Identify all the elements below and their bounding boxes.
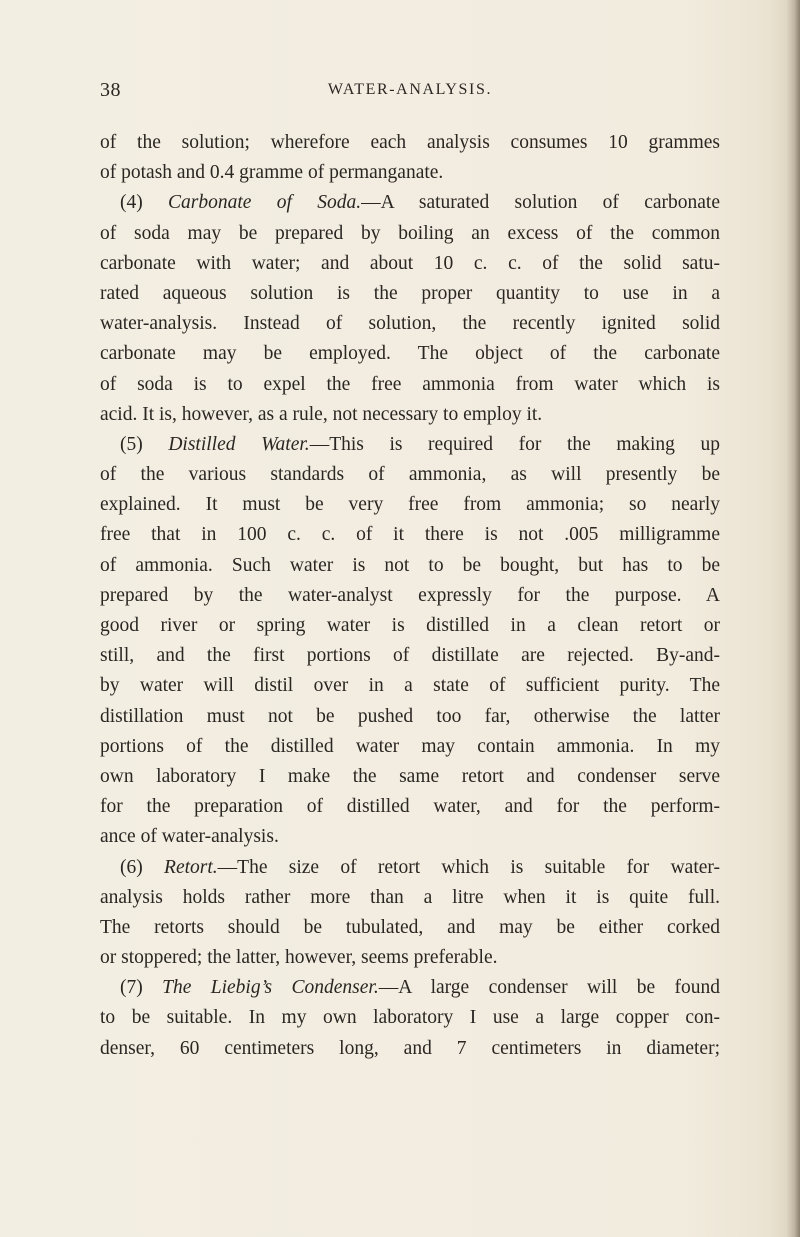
body-text — [100, 128, 720, 1064]
text-line: denser, 60 centimeters long, and 7 centimeters in diameter; — [100, 1037, 720, 1059]
item-heading: Carbonate of Soda. — [168, 192, 362, 214]
text-line: carbonate with water; and about 10 c. c. of the solid satu- — [100, 252, 720, 274]
page-header — [100, 79, 720, 109]
text-line: or stoppered; the latter, however, seems preferable. — [100, 947, 498, 969]
text-line: for the preparation of distilled water, and for the perform- — [100, 796, 720, 818]
text-line: of the various standards of ammonia, as will presently be — [100, 464, 720, 486]
paragraph-start-line — [100, 430, 720, 460]
text-line: still, and the first portions of distillate are rejected. By-and- — [100, 645, 720, 667]
text-line: ance of water-analysis. — [100, 826, 279, 848]
text-line: water-analysis. Instead of solution, the recently ignited solid — [100, 313, 720, 335]
item-number: (4) — [120, 192, 169, 214]
item-number: (6) — [120, 856, 165, 878]
text-line: of ammonia. Such water is not to be bought, but has to be — [100, 554, 720, 576]
item-text: —The size of retort which is suitable for water- — [217, 856, 720, 878]
paragraph-start-line — [100, 973, 720, 1003]
item-text: —A large condenser will be found — [378, 977, 720, 999]
text-line: of the solution; wherefore each analysis consumes 10 grammes — [100, 132, 720, 153]
item-heading: Distilled Water. — [168, 433, 310, 455]
text-line: free that in 100 c. c. of it there is not .005 milligramme — [100, 524, 720, 546]
item-heading: The Liebig’s Condenser. — [162, 977, 379, 999]
text-line: to be suitable. In my own laboratory I use a large copper con- — [100, 1007, 720, 1029]
text-line: rated aqueous solution is the proper quantity to use in a — [100, 282, 720, 304]
text-line: own laboratory I make the same retort and condenser serve — [100, 765, 720, 787]
page-edge-shadow — [786, 0, 800, 1237]
text-line: of soda may be prepared by boiling an excess of the common — [100, 222, 720, 244]
item-text: —A saturated solution of carbonate — [361, 192, 720, 214]
text-line: acid. It is, however, as a rule, not necessary to employ it. — [100, 403, 543, 425]
text-line: good river or spring water is distilled in a clean retort or — [100, 615, 720, 636]
text-line: by water will distil over in a state of sufficient purity. The — [100, 675, 720, 697]
item-number: (7) — [120, 977, 163, 999]
text-line: distillation must not be pushed too far, otherwise the latter — [100, 705, 720, 727]
text-line: prepared by the water-analyst expressly for the purpose. A — [100, 584, 720, 606]
paragraph-start-line — [100, 188, 720, 218]
item-heading: Retort. — [164, 856, 218, 878]
item-text: —This is required for the making up — [309, 433, 720, 455]
item-number: (5) — [120, 433, 169, 455]
text-line: portions of the distilled water may contain ammonia. In my — [100, 735, 720, 757]
text-line: of potash and 0.4 gramme of permanganate. — [100, 162, 444, 184]
text-line: explained. It must be very free from ammonia; so nearly — [100, 494, 720, 516]
paragraph-start-line — [100, 853, 720, 883]
text-line: The retorts should be tubulated, and may be either corked — [100, 916, 720, 938]
running-head: WATER-ANALYSIS. — [327, 81, 493, 98]
page-number: 38 — [100, 79, 121, 101]
text-line: analysis holds rather more than a litre when it is quite full. — [100, 886, 720, 908]
text-line: of soda is to expel the free ammonia from water which is — [100, 373, 720, 395]
text-line: carbonate may be employed. The object of the carbonate — [100, 343, 720, 365]
